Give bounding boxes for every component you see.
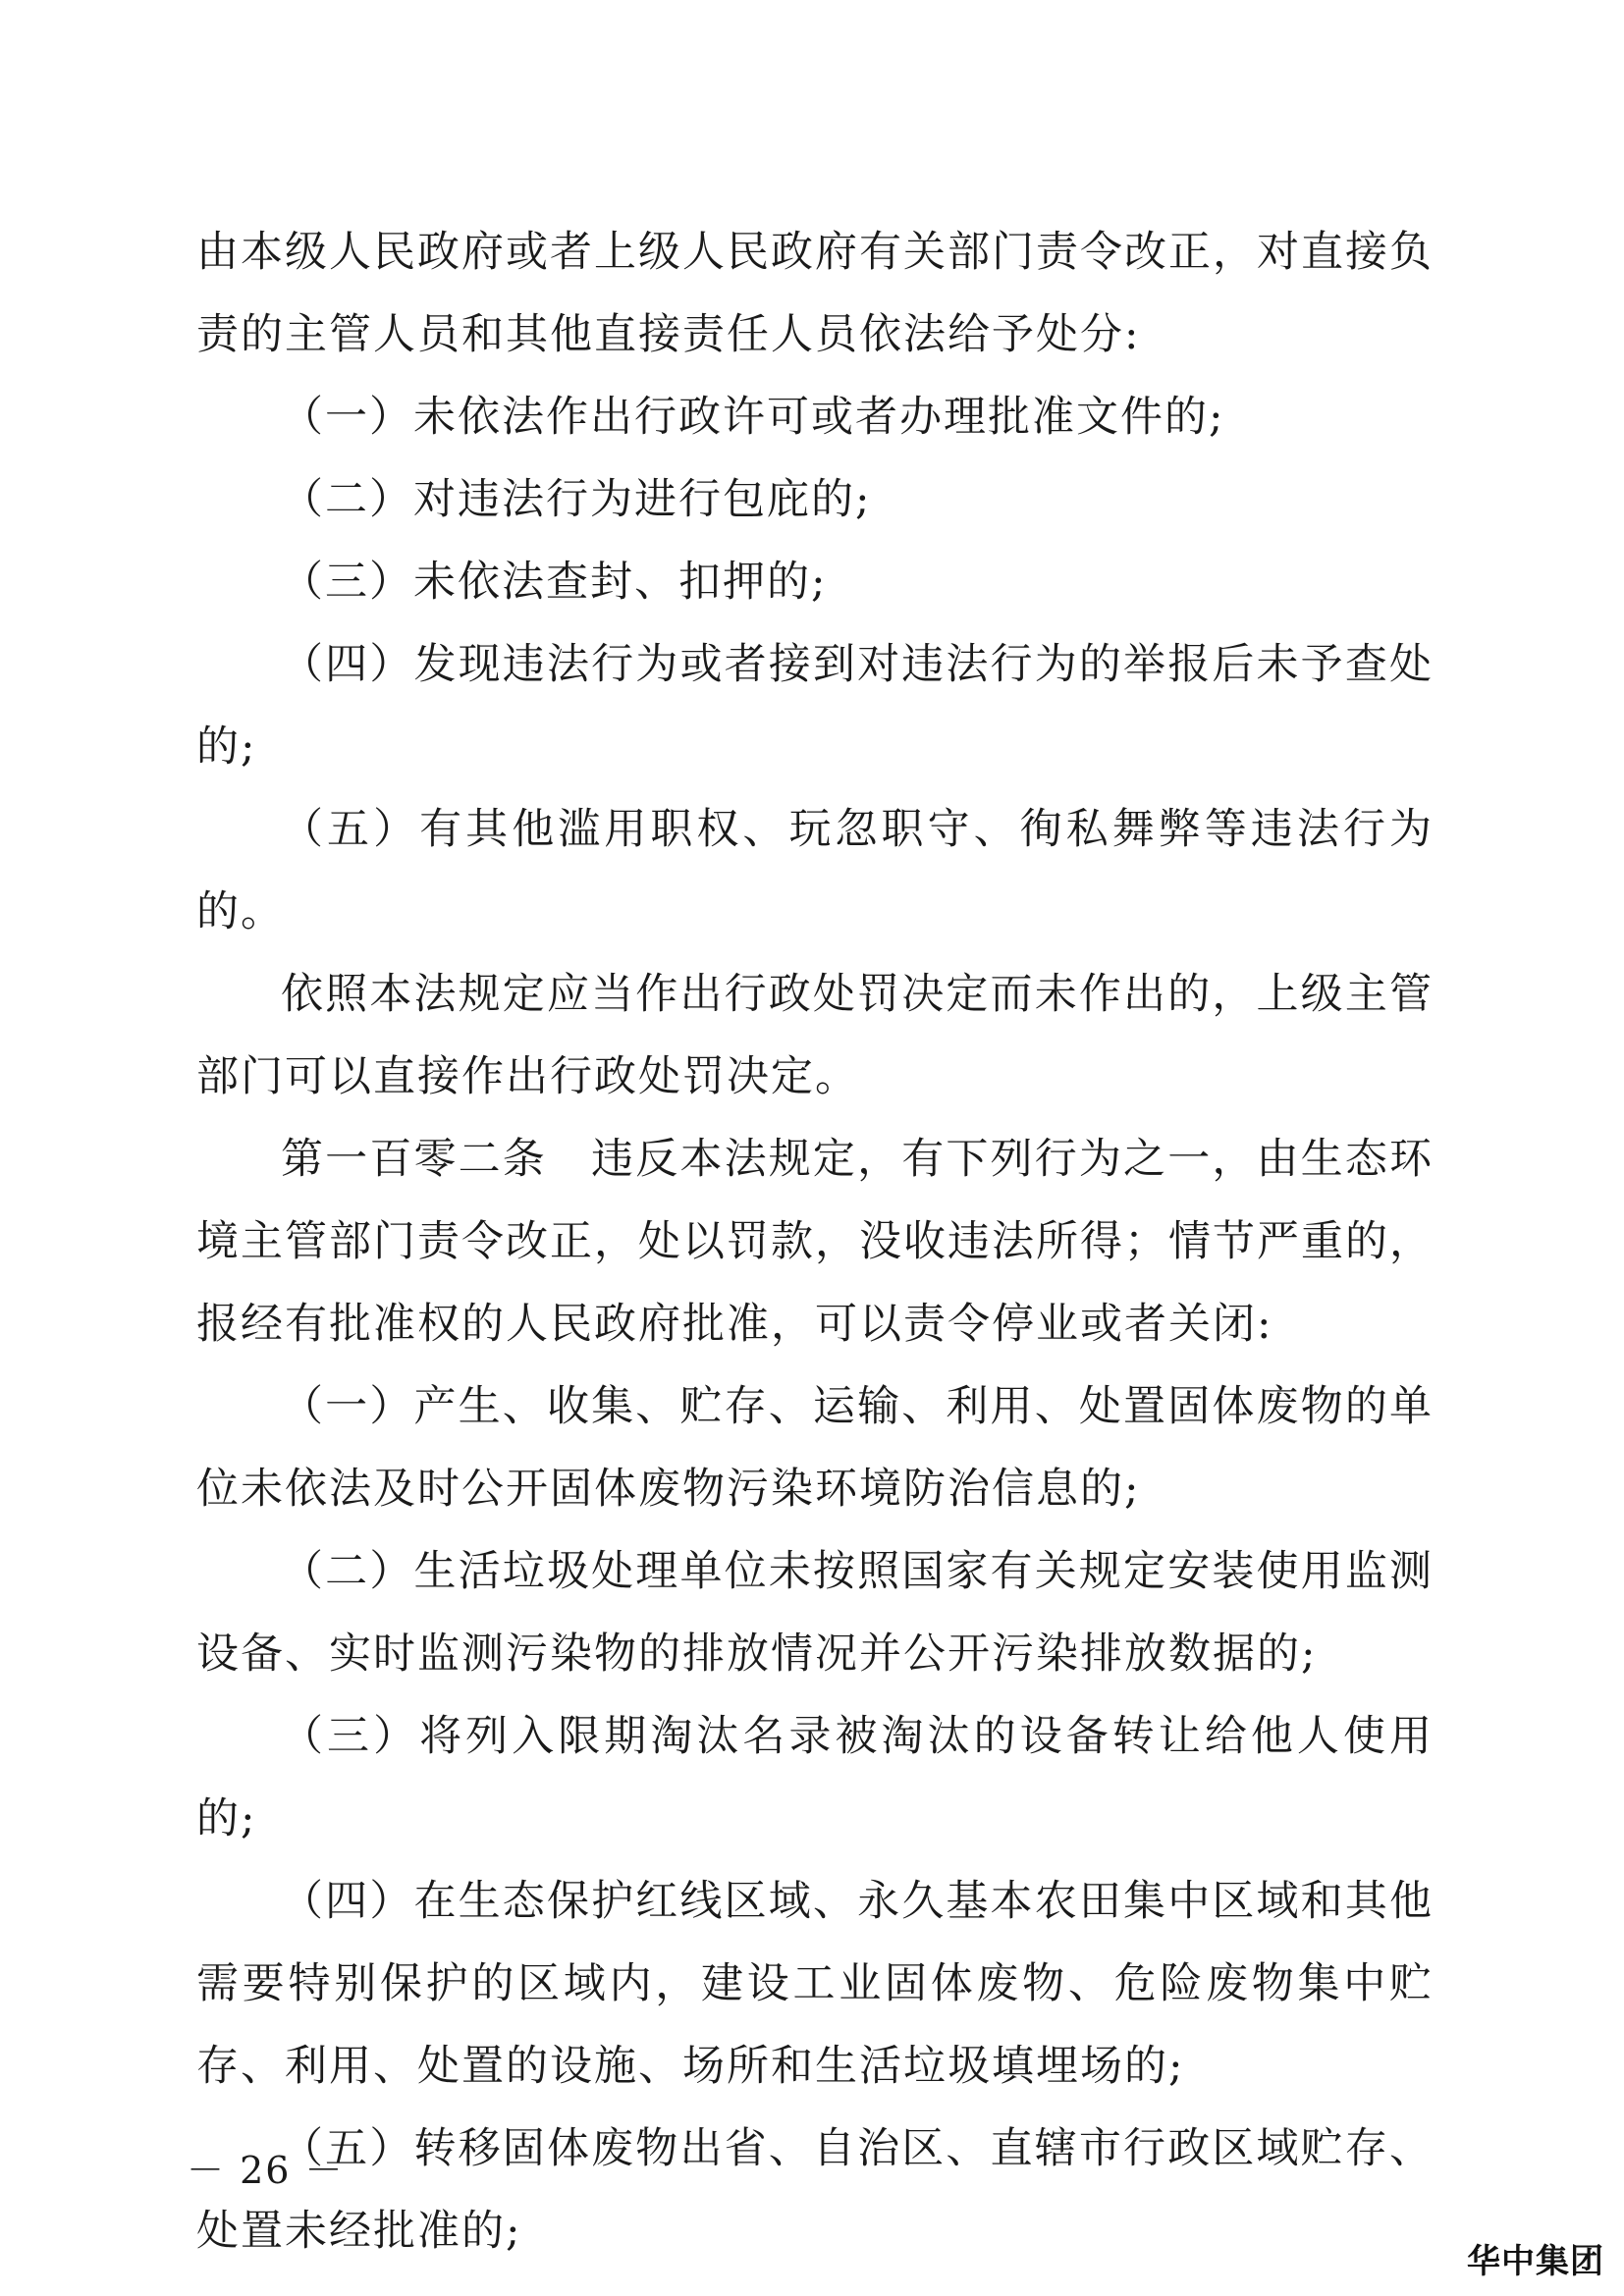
list-item: （二）对违法行为进行包庇的; [281,475,872,524]
list-item: （三）将列入限期淘汰名录被淘汰的设备转让给他人使用的; [196,1712,1434,1843]
list-item: （二）生活垃圾处理单位未按照国家有关规定安装使用监测设备、实时监测污染物的排放情况并公开污染排放数据的; [196,1547,1434,1679]
article-paragraph: 第一百零二条 违反本法规定，有下列行为之一，由生态环境主管部门责令改正，处以罚款，没收违法所得；情节严重的，报经有批准权的人民政府批准，可以责令停业或者关闭: [196,1135,1434,1349]
document-body [196,211,1434,2272]
list-item: （一）产生、收集、贮存、运输、利用、处置固体废物的单位未依法及时公开固体废物污染环境防治信息的; [196,1382,1434,1514]
list-item: （三）未依法查封、扣押的; [281,558,828,607]
brand-watermark: 华中集团 [1467,2242,1604,2281]
page-number: － 26 － [187,2149,345,2192]
list-item: （四）在生态保护红线区域、永久基本农田集中区域和其他需要特别保护的区域内，建设工业固体废物、危险废物集中贮存、利用、处置的设施、场所和生活垃圾填埋场的; [196,1877,1434,2091]
paragraph-continuation: 由本级人民政府或者上级人民政府有关部门责令改正，对直接负责的主管人员和其他直接责任人员依法给予处分: [196,228,1434,359]
list-item: （一）未依法作出行政许可或者办理批准文件的; [281,393,1225,442]
list-item: （五）有其他滥用职权、玩忽职守、徇私舞弊等违法行为的。 [196,805,1434,936]
list-item: （五）转移固体废物出省、自治区、直辖市行政区域贮存、处置未经批准的; [196,2124,1434,2256]
paragraph: 依照本法规定应当作出行政处罚决定而未作出的，上级主管部门可以直接作出行政处罚决定。 [196,970,1434,1101]
list-item: （四）发现违法行为或者接到对违法行为的举报后未予查处的; [196,640,1434,772]
